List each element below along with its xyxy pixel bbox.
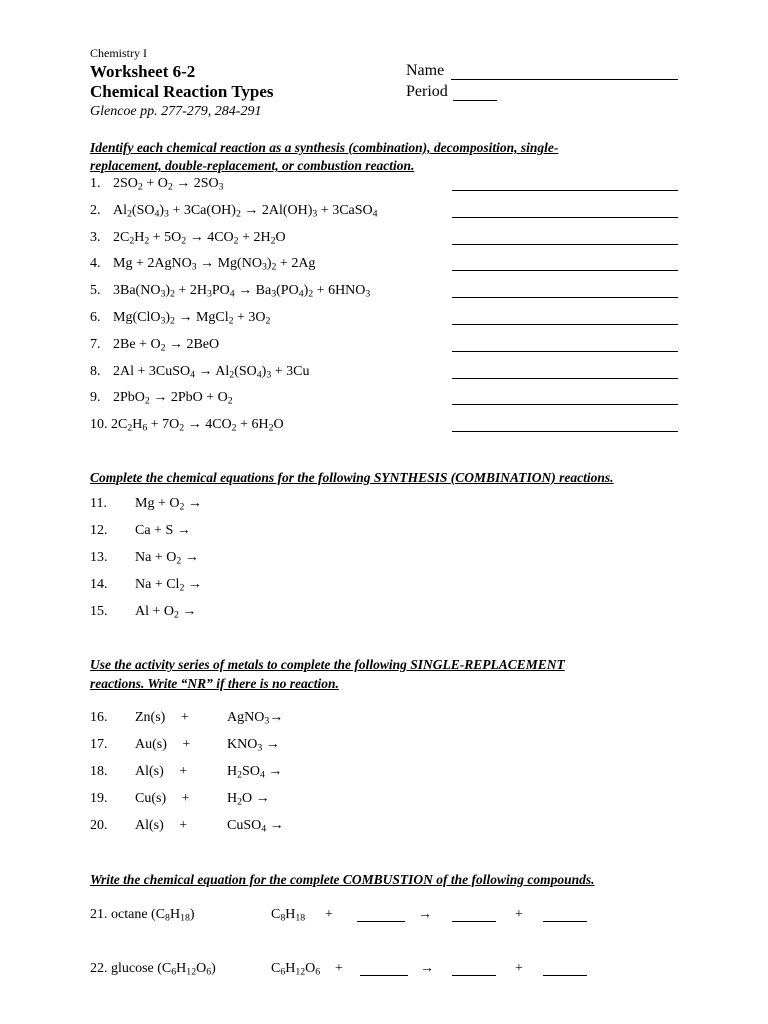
equation-text: $Na + O_2$ → (135, 550, 199, 567)
item-number: 3. (90, 229, 101, 245)
item-number: 10. (90, 417, 108, 433)
period-field[interactable] (453, 100, 497, 101)
answer-line[interactable] (452, 217, 678, 218)
equation-text: $Mg(ClO_3)_2$ → MgCl$_2$ + $3O_2$ (113, 310, 271, 327)
item-number: 15. (90, 604, 108, 619)
item-number: 12. (90, 523, 108, 538)
item-number: 14. (90, 577, 108, 592)
course-label: Chemistry I (90, 46, 147, 60)
equation-text: $2PbO_2 \to 2PbO + O_2$ (113, 390, 233, 407)
item-number: 7. (90, 336, 101, 352)
answer-line[interactable] (452, 244, 678, 245)
section4-instruction: Write the chemical equation for the complete COMBUSTION of the following compounds. (90, 872, 595, 887)
reactant-left: Al(s) + (135, 764, 188, 779)
equation-text: $3Ba(NO_3)_2 + 2H_3PO_4 \to Ba_3(PO_4)_2 + 6HNO_3$ (113, 283, 371, 300)
section1-instruction-line2: replacement, double-replacement, or combustion reaction. (90, 158, 415, 173)
equation-text: $Al_2(SO_4)_3 + 3Ca(OH)_2 \to 2Al(OH)_3$ + 3CaSO$_4$ (113, 202, 378, 220)
item-number: 1. (90, 176, 101, 191)
equation-text: $2C_2H_6 + 7O_2 \to 4CO_2 + 6H_2O$ (111, 417, 284, 434)
answer-line[interactable] (452, 404, 678, 405)
equation-text: Ca + S → (135, 523, 191, 538)
item-number: 9. (90, 390, 101, 406)
period-label: Period (406, 83, 448, 100)
reactant-right: $H_2O$ → (227, 791, 270, 808)
equation-text: $2Be + O_2 \to 2BeO$ (113, 336, 220, 354)
answer-line[interactable] (543, 975, 587, 976)
reactant-right: AgNO$_3$→ (227, 710, 284, 727)
item-number: 8. (90, 363, 101, 379)
section2-instruction: Complete the chemical equations for the following SYNTHESIS (COMBINATION) reactions. (90, 470, 614, 485)
item-number: 16. (90, 710, 108, 725)
answer-line[interactable] (452, 431, 678, 432)
equation-text: $Al + O_2$ → (135, 604, 197, 621)
answer-line[interactable] (452, 975, 496, 976)
arrow-icon: → (420, 961, 434, 976)
equation-text: Mg + 2AgNO$_3$ → $Mg(NO_3)_2 + 2Ag$ (113, 256, 316, 273)
equation-text: 2Al + 3CuSO$_4$ → $Al_2(SO_4)_3 + 3Cu$ (113, 363, 310, 381)
item-number: 4. (90, 256, 101, 272)
reactant-left: Au(s) + (135, 737, 191, 752)
answer-line[interactable] (360, 975, 408, 976)
compound-formula: $C_8H_{18}$ (271, 907, 306, 924)
item-number: 17. (90, 737, 108, 752)
plus-sign: + (515, 907, 523, 922)
section3-instruction-line2: reactions. Write “NR” if there is no reaction. (90, 676, 339, 691)
answer-line[interactable] (452, 270, 678, 271)
arrow-icon: → (418, 907, 432, 922)
plus-sign: + (515, 961, 523, 976)
item-number: 18. (90, 764, 108, 779)
answer-line[interactable] (452, 921, 496, 922)
worksheet-topic: Chemical Reaction Types (90, 82, 274, 101)
equation-text: $2C_2H_2 + 5O_2 \to 4CO_2 + 2H_2O$ (113, 229, 286, 247)
compound-label: 21. octane $(C_8H_{18})$ (90, 907, 195, 924)
reactant-right: $KNO_3$ → (227, 737, 280, 754)
item-number: 6. (90, 310, 101, 325)
compound-formula: $C_6H_{12}O_6$ (271, 961, 321, 978)
item-number: 5. (90, 283, 101, 299)
answer-line[interactable] (543, 921, 587, 922)
answer-line[interactable] (452, 297, 678, 298)
equation-text: $Na + Cl_2$ → (135, 577, 202, 594)
item-number: 19. (90, 791, 108, 806)
answer-line[interactable] (452, 190, 678, 191)
name-label: Name (406, 62, 445, 79)
section3-instruction-line1: Use the activity series of metals to complete the following SINGLE-REPLACEMENT (90, 657, 565, 672)
section1-instruction-line1: Identify each chemical reaction as a synthesis (combination), decomposition, single- (90, 140, 559, 155)
reactant-right: $H_2SO_4$ → (227, 764, 283, 781)
reactant-right: CuSO$_4$ → (227, 818, 284, 835)
name-field[interactable] (451, 79, 678, 80)
item-number: 11. (90, 496, 107, 511)
answer-line[interactable] (452, 324, 678, 325)
answer-line[interactable] (452, 378, 678, 379)
reactant-left: Cu(s) + (135, 791, 190, 806)
equation-text: $2SO_2 + O_2 \to 2SO_3$ (113, 176, 224, 193)
answer-line[interactable] (452, 351, 678, 352)
worksheet-title: Worksheet 6-2 (90, 62, 196, 81)
item-number: 2. (90, 202, 101, 218)
reactant-left: Zn(s) + (135, 710, 189, 725)
compound-label: 22. glucose $(C_6H_{12}O_6)$ (90, 961, 216, 978)
plus-sign: + (335, 961, 343, 976)
item-number: 20. (90, 818, 108, 833)
textbook-reference: Glencoe pp. 277-279, 284-291 (90, 104, 262, 119)
item-number: 13. (90, 550, 108, 565)
equation-text: $Mg + O_2$ → (135, 496, 202, 513)
answer-line[interactable] (357, 921, 405, 922)
plus-sign: + (325, 907, 333, 922)
reactant-left: Al(s) + (135, 818, 188, 833)
